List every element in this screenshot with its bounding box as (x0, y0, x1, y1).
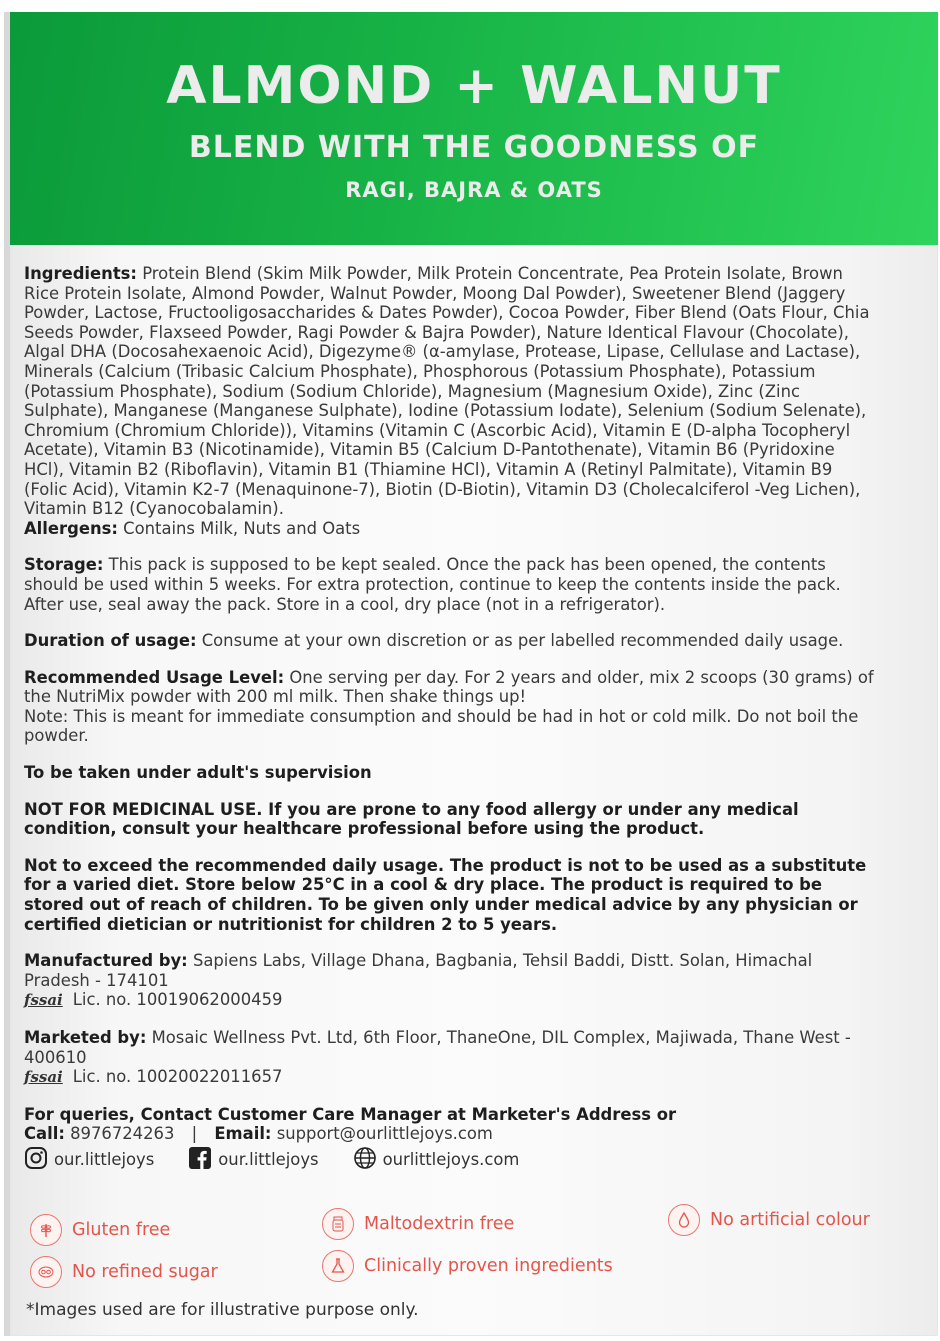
facebook-link[interactable] (188, 1146, 318, 1175)
header-banner (10, 12, 938, 245)
fssai-logo: fssai (24, 991, 63, 1010)
badge-no-artificial-colour (668, 1204, 870, 1236)
duration-text: Consume at your own discretion or as per labelled recommended daily usage. (196, 631, 844, 651)
sugar-cubes-icon (30, 1256, 62, 1288)
usage-text: One serving per day. For 2 years and older, mix 2 scoops (30 grams) of the NutriMix powder with 200 ml milk. Then shake things up! (24, 667, 874, 707)
label-text (24, 264, 874, 1175)
phone-number[interactable]: 8976724263 (64, 1124, 175, 1144)
marketer-address: Mosaic Wellness Pvt. Ltd, 6th Floor, ThaneOne, DIL Complex, Majiwada, Thane West - 400610 (24, 1028, 851, 1067)
ingredients-text: Protein Blend (Skim Milk Powder, Milk Protein Concentrate, Pea Protein Isolate, Brown Rice Protein Isolate, Almond Powder, Walnut Powder, Moong Dal Powder), Sweetener Blend (Jaggery Powder, Lactose, Fructooligosaccharides & Dates Powder), Cocoa Powder, Fiber Blend (Oats Flour, Chia Seeds Powder, Flaxseed Powder, Ragi Powder & Bajra Powder), Nature Identical Flavour (Chocolate), Algal DHA (Docosahexaenoic Acid), Digezyme® (α-amylase, Protease, Lipase, Cellulase and Lactase), Minerals (Calcium (Tribasic Calcium Phosphate), Phosphorous (Potassium Phosphate), Potassium (Potassium Phosphate), Sodium (Sodium Chloride), Magnesium (Magnesium Oxide), Zinc (Zinc Sulphate), Manganese (Manganese Sulphate), Iodine (Potassium Iodate), Selenium (Sodium Selenate), Chromium (Chromium Chloride)), Vitamins (Vitamin C (Ascorbic Acid), Vitamin E (D-alpha Tocopheryl Acetate), Vitamin B3 (Nicotinamide), Vitamin B5 (Calcium D-Pantothenate), Vitamin B6 (Pyridoxine HCl), Vitamin B2 (Riboflavin), Vitamin B1 (Thiamine HCl), Vitamin A (Retinyl Palmitate), Vitamin B9 (Folic Acid), Vitamin K2-7 (Menaquinone-7), Biotin (D-Biotin), Vitamin D3 (Cholecalciferol -Veg Lichen), Vitamin B12 (Cyanocobalamin). (24, 264, 870, 519)
badge-label: Gluten free (72, 1220, 171, 1240)
contact-separator: | (191, 1124, 198, 1144)
badge-label: No refined sugar (72, 1262, 218, 1282)
website-url: ourlittlejoys.com (382, 1150, 520, 1170)
badge-label: Clinically proven ingredients (364, 1256, 613, 1276)
jar-icon (322, 1208, 354, 1240)
illustration-disclaimer: *Images used are for illustrative purpose only. (26, 1300, 419, 1320)
badge-label: Maltodextrin free (364, 1214, 515, 1234)
call-label: Call: (24, 1124, 65, 1144)
storage-paragraph (24, 555, 874, 614)
instagram-link[interactable] (24, 1146, 154, 1175)
fssai-logo: fssai (24, 1068, 63, 1087)
social-links (24, 1146, 874, 1175)
product-subtitle: BLEND WITH THE GOODNESS OF (188, 130, 760, 165)
facebook-icon (188, 1146, 218, 1175)
marketer-license: Lic. no. 10020022011657 (72, 1067, 283, 1087)
email-address[interactable]: support@ourlittlejoys.com (271, 1124, 493, 1144)
product-subtitle-grains: RAGI, BAJRA & OATS (345, 178, 603, 202)
storage-text: This pack is supposed to be kept sealed. Once the pack has been opened, the contents should be used within 5 weeks. For extra protection, continue to keep the contents inside the pack. After use, seal away the pack. Store in a cool, dry place (not in a refrigerator). (24, 555, 841, 614)
facebook-handle: our.littlejoys (218, 1150, 319, 1170)
badge-no-refined-sugar (30, 1256, 218, 1288)
allergens-paragraph (24, 519, 874, 539)
product-title: ALMOND + WALNUT (166, 56, 782, 116)
ingredients-paragraph (24, 264, 874, 519)
duration-paragraph (24, 631, 874, 651)
marketer-paragraph (24, 1028, 874, 1088)
manufacturer-paragraph (24, 951, 874, 1011)
usage-paragraph (24, 668, 874, 746)
medicinal-warning: NOT FOR MEDICINAL USE. If you are prone to any food allergy or under any medical condition, consult your healthcare professional before using the product. (24, 799, 799, 839)
globe-icon (353, 1146, 383, 1175)
feature-badges (24, 1204, 884, 1294)
badge-label: No artificial colour (710, 1210, 870, 1230)
instagram-icon (24, 1146, 54, 1175)
usage-label: Recommended Usage Level: (24, 667, 285, 687)
allergens-text: Contains Milk, Nuts and Oats (117, 518, 361, 538)
allergens-label: Allergens: (24, 518, 118, 538)
website-link[interactable] (353, 1146, 520, 1175)
manufacturer-address: Sapiens Labs, Village Dhana, Bagbania, Tehsil Baddi, Distt. Solan, Himachal Pradesh - 174101 (24, 951, 813, 990)
marketer-label: Marketed by: (24, 1028, 147, 1047)
badge-gluten-free (30, 1214, 170, 1246)
manufacturer-label: Manufactured by: (24, 951, 188, 971)
contact-section (24, 1105, 874, 1175)
email-label: Email: (214, 1124, 272, 1144)
usage-warning: Not to exceed the recommended daily usage. The product is not to be used as a substitute for a varied diet. Store below 25°C in a cool & dry place. The product is required to be stored out of reach of children. To be given only under medical advice by any physician or certified dietician or nutritionist for children 2 to 5 years. (24, 855, 867, 934)
usage-note: Note: This is meant for immediate consumption and should be had in hot or cold milk. Do not boil the powder. (24, 706, 859, 746)
ingredients-label: Ingredients: (24, 264, 137, 283)
badge-clinically-proven (322, 1250, 613, 1282)
manufacturer-license: Lic. no. 10019062000459 (72, 990, 283, 1010)
duration-label: Duration of usage: (24, 631, 197, 651)
drop-icon (668, 1204, 700, 1236)
instagram-handle: our.littlejoys (54, 1150, 155, 1170)
storage-label: Storage: (24, 555, 104, 575)
flask-icon (322, 1250, 354, 1282)
wheat-icon (30, 1214, 62, 1246)
badge-maltodextrin-free (322, 1208, 514, 1240)
queries-text: For queries, Contact Customer Care Manager at Marketer's Address or (24, 1104, 677, 1124)
supervision-note: To be taken under adult's supervision (24, 763, 372, 783)
